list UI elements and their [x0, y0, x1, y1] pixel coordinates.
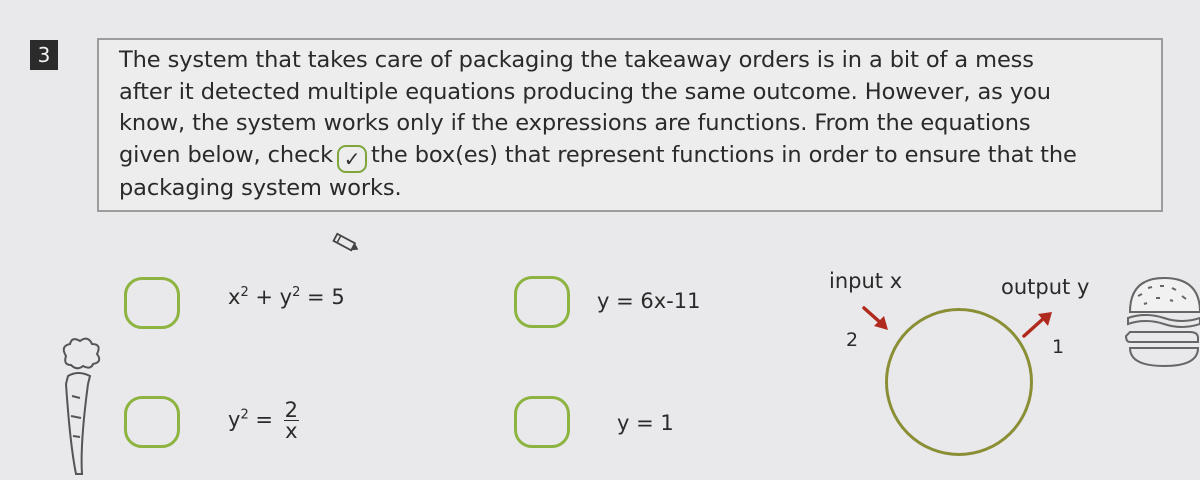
fraction: $\frac{2}{x}$ — [284, 398, 299, 443]
input-value: 2 — [846, 329, 859, 351]
choice-checkbox-4[interactable] — [514, 396, 570, 448]
output-label: output y — [1001, 275, 1090, 299]
carrot-icon — [54, 336, 104, 480]
question-prompt — [97, 38, 1163, 212]
prompt-line-4-end: the box(es) that represent functions in order to ensure that the — [371, 141, 1077, 168]
question-number: 3 — [30, 40, 58, 70]
prompt-line-2: after it detected multiple equations producing the same outcome. However, as you — [119, 78, 1051, 105]
choice-equation-4: y = 1 — [617, 411, 674, 435]
output-value: 1 — [1052, 336, 1065, 358]
choice-equation-2: y = 6x-11 — [597, 289, 701, 313]
choice-checkbox-1[interactable] — [124, 277, 180, 329]
output-arrow-icon — [1018, 310, 1056, 340]
choice-equation-1: $x^2 + y^2 = 5$ — [228, 285, 345, 309]
prompt-line-4-start: given below, check — [119, 141, 334, 168]
prompt-line-1: The system that takes care of packaging the takeaway orders is in a bit of a mess — [119, 47, 1034, 73]
choice-checkbox-3[interactable] — [124, 396, 180, 448]
choice-checkbox-2[interactable] — [514, 276, 570, 328]
prompt-line-5: packaging system works. — [119, 174, 402, 201]
choice-equation-3: $y^2$ = $\frac{2}{x}$ — [228, 398, 299, 443]
input-label: input x — [829, 269, 903, 293]
prompt-line-3: know, the system works only if the expressions are functions. From the equations — [119, 110, 1031, 136]
pencil-icon — [330, 232, 362, 254]
check-example-icon: ✓ — [337, 145, 367, 173]
prompt-line-4 — [119, 140, 1143, 173]
burger-icon — [1124, 274, 1200, 372]
input-arrow-icon — [860, 304, 894, 334]
mapping-circle — [885, 308, 1033, 456]
